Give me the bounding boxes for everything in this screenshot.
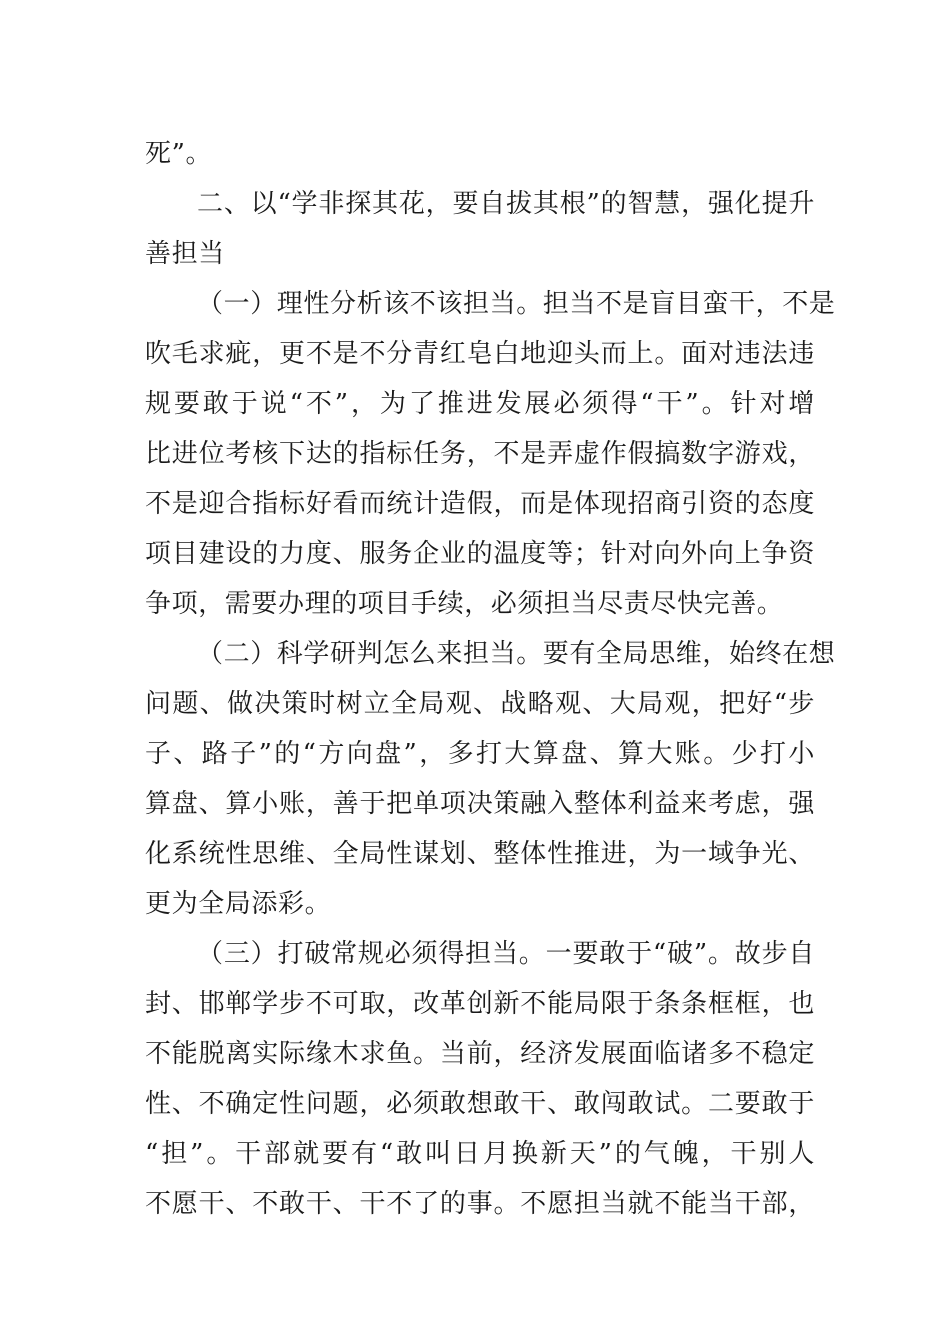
section-heading-line-1: 二、以“学非探其花，要自拔其根”的智慧，强化提升 — [197, 189, 815, 219]
text-line-1: 死”。 — [145, 139, 213, 169]
paragraph-1-line-2: 吹毛求疵，更不是不分青红皂白地迎头而上。面对违法违 — [145, 339, 815, 369]
paragraph-2-line-3: 子、路子”的“方向盘”，多打大算盘、算大账。少打小 — [145, 739, 815, 769]
paragraph-3-line-1: （三）打破常规必须得担当。一要敢于“破”。故步自 — [197, 939, 815, 969]
paragraph-3-line-6: 不愿干、不敢干、干不了的事。不愿担当就不能当干部， — [145, 1189, 815, 1219]
paragraph-1-line-5: 不是迎合指标好看而统计造假，而是体现招商引资的态度 — [145, 489, 815, 519]
paragraph-3-line-2: 封、邯郸学步不可取，改革创新不能局限于条条框框，也 — [145, 989, 815, 1019]
paragraph-1-line-1: （一）理性分析该不该担当。担当不是盲目蛮干，不是 — [197, 289, 836, 319]
paragraph-2-line-2: 问题、做决策时树立全局观、战略观、大局观，把好“步 — [145, 689, 815, 719]
paragraph-1-line-6: 项目建设的力度、服务企业的温度等；针对向外向上争资 — [145, 539, 815, 569]
paragraph-1-line-4: 比进位考核下达的指标任务，不是弄虚作假搞数字游戏， — [145, 439, 815, 469]
paragraph-2-line-1: （二）科学研判怎么来担当。要有全局思维，始终在想 — [197, 639, 836, 669]
paragraph-1-line-7: 争项，需要办理的项目手续，必须担当尽责尽快完善。 — [145, 589, 784, 619]
paragraph-2-line-5: 化系统性思维、全局性谋划、整体性推进，为一域争光、 — [145, 839, 815, 869]
paragraph-3-line-4: 性、不确定性问题，必须敢想敢干、敢闯敢试。二要敢于 — [145, 1089, 815, 1119]
paragraph-3-line-3: 不能脱离实际缘木求鱼。当前，经济发展面临诸多不稳定 — [145, 1039, 815, 1069]
paragraph-1-line-3: 规要敢于说“不”，为了推进发展必须得“干”。针对增 — [145, 389, 815, 419]
paragraph-3-line-5: “担”。干部就要有“敢叫日月换新天”的气魄，干别人 — [145, 1139, 815, 1169]
paragraph-2-line-4: 算盘、算小账，善于把单项决策融入整体利益来考虑，强 — [145, 789, 815, 819]
paragraph-2-line-6: 更为全局添彩。 — [145, 889, 332, 919]
section-heading-line-2: 善担当 — [145, 239, 225, 269]
